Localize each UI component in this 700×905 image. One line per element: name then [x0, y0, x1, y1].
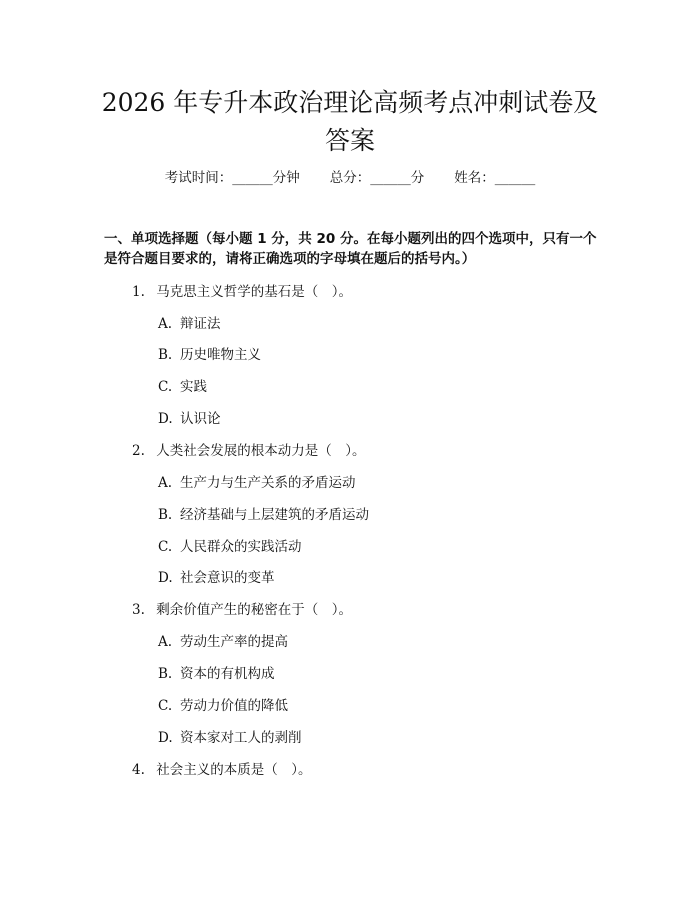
question-option: [158, 409, 221, 429]
option-letter: C.: [158, 698, 173, 714]
question-option: [158, 568, 275, 588]
option-letter: D.: [158, 411, 173, 427]
option-letter: B.: [158, 507, 173, 523]
option-letter: A.: [158, 316, 173, 332]
question-stem: [132, 441, 366, 461]
option-text: 辩证法: [180, 316, 221, 332]
question-option: [158, 345, 261, 365]
option-text: 社会意识的变革: [180, 570, 275, 586]
question-stem: [132, 282, 352, 302]
option-letter: B.: [158, 347, 173, 363]
question-option: [158, 632, 288, 652]
question-option: [158, 473, 356, 493]
question-text: 社会主义的本质是（ ）。: [156, 762, 312, 778]
question-text: 马克思主义哲学的基石是（ ）。: [156, 284, 353, 300]
question-text: 人类社会发展的根本动力是（ ）。: [156, 443, 366, 459]
question-option: [158, 664, 275, 684]
title-line-2: 答案: [324, 126, 375, 155]
option-letter: D.: [158, 730, 173, 746]
option-letter: C.: [158, 379, 173, 395]
option-letter: D.: [158, 570, 173, 586]
question-number: 1.: [132, 284, 145, 300]
question-stem: [132, 760, 312, 780]
question-stem: [132, 600, 352, 620]
question-option: [158, 696, 288, 716]
question-number: 3.: [132, 602, 145, 618]
title-line-1: 2026 年专升本政治理论高频考点冲刺试卷及: [101, 88, 599, 117]
question-option: [158, 505, 369, 525]
option-text: 资本的有机构成: [180, 666, 275, 682]
option-text: 人民群众的实践活动: [180, 539, 302, 555]
section-heading: 一、单项选择题（每小题 1 分，共 20 分。在每小题列出的四个选项中，只有一个是符合题目要求的，请将正确选项的字母填在题后的括号内。）: [104, 231, 597, 267]
option-text: 经济基础与上层建筑的矛盾运动: [180, 507, 369, 523]
option-letter: A.: [158, 634, 173, 650]
option-letter: C.: [158, 539, 173, 555]
option-text: 历史唯物主义: [180, 347, 261, 363]
option-text: 劳动力价值的降低: [180, 698, 288, 714]
question-option: [158, 728, 302, 748]
page-title: [60, 84, 640, 160]
question-number: 4.: [132, 762, 145, 778]
option-text: 资本家对工人的剥削: [180, 730, 302, 746]
option-text: 认识论: [180, 411, 221, 427]
option-text: 生产力与生产关系的矛盾运动: [180, 475, 356, 491]
question-option: [158, 377, 207, 397]
exam-info-line: [0, 168, 700, 188]
exam-name-field: 姓名：______: [454, 170, 536, 186]
question-text: 剩余价值产生的秘密在于（ ）。: [156, 602, 353, 618]
option-letter: B.: [158, 666, 173, 682]
question-number: 2.: [132, 443, 145, 459]
exam-score-field: 总分：______分: [329, 170, 425, 186]
option-letter: A.: [158, 475, 173, 491]
question-option: [158, 314, 221, 334]
exam-time-field: 考试时间：______分钟: [164, 170, 300, 186]
option-text: 实践: [180, 379, 207, 395]
option-text: 劳动生产率的提高: [180, 634, 288, 650]
question-option: [158, 537, 302, 557]
